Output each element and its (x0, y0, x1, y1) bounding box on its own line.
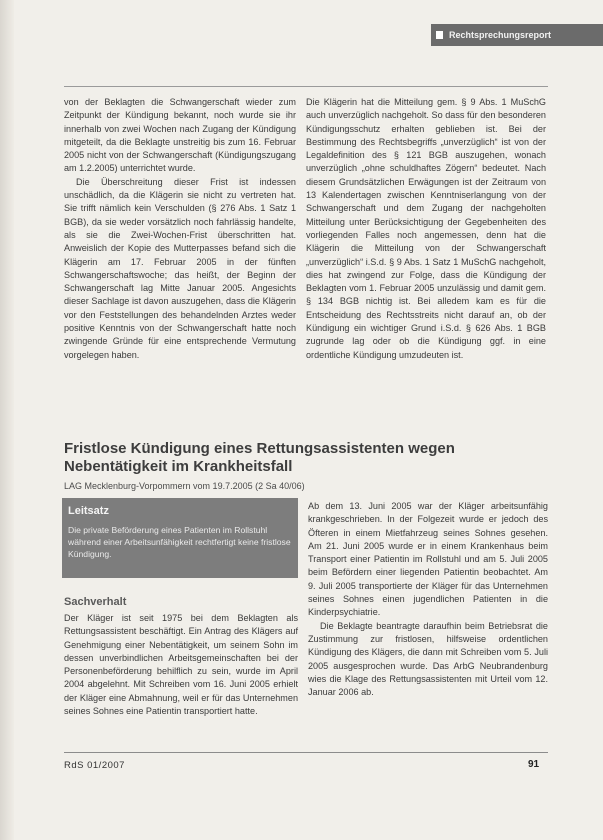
bottom-column-left (64, 612, 298, 718)
paragraph: Ab dem 13. Juni 2005 war der Kläger arbeitsunfähig krankgeschrieben. In der Folgezeit wurde er jedoch des Öfteren in einem Mietfahrzeug seines Sohnes gesehen. Am 21. Juni 2005 wurde er in einem Krankenhaus beim Transport einer Patientin im Rollstuhl und am 5. Juli 2005 beim Befördern einer liegenden Patientin beobachtet. Am 9. Juli 2005 transportierte der Kläger für das Unternehmen seines Sohnes einen jugendlichen Patienten in die Kinderpsychiatrie. (308, 501, 548, 618)
section-header-tab (431, 24, 603, 46)
bottom-column-right (308, 500, 548, 699)
paragraph: Die Klägerin hat die Mitteilung gem. § 9 Abs. 1 MuSchG auch unverzüglich nachgeholt. So dass für den besonderen Kündigungsschutz erhalten geblieben ist. Bei der Bestimmung des Rechtsbegriffs „unverzüglich“ ist von der Legaldefinition des § 121 BGB auszugehen, wonach unverzüglich „ohne schuldhaftes Zögern“ bedeutet. Nach diesem Grundsätzlichen Erwägungen ist der Zeitraum von 13 Kalendertagen zwischen Kenntniserlangung von der Schwangerschaft und dem Zugang der nachgeholten Mitteilung unter Berücksichtigung der Gegebenheiten des vorliegenden Falles noch angemessen, denn hat die Klägerin die Mitteilung von der Schwangerschaft „unverzüglich“ i.S.d. § 9 Abs. 1 Satz 1 MuSchG nachgeholt, dies hat zwingend zur Folge, dass die Kündigung der Beklagten vom 1. Februar 2005 unzulässig und damit gem. § 134 BGB nichtig ist. Bei alledem kam es für die Entscheidung des Rechtsstreits nicht darauf an, ob der Kündigung ein wichtiger Grund i.S.d. § 626 Abs. 1 BGB zugrunde lag oder ob die Kündigung ggf. in eine ordentliche Kündigung umzudeuten ist. (306, 97, 546, 360)
paragraph: von der Beklagten die Schwangerschaft wieder zum Zeitpunkt der Kündigung bekannt, noch wurde sie ihr innerhalb von zwei Wochen nach Zugang der Kündigung mitgeteilt, da die Beklagte unstreitig bis zum 16. Februar 2005 nicht von der Schwangerschaft (Kündigungszugang am 1.2.2005) unterrichtet wurde. (64, 97, 296, 174)
leitsatz-box (62, 498, 298, 578)
leitsatz-title: Leitsatz (68, 505, 109, 517)
top-rule (64, 86, 548, 87)
paragraph: Die Überschreitung dieser Frist ist indessen unschädlich, da die Klägerin sie nicht zu vertreten hat. Sie trifft nämlich kein Verschulden (§ 276 Abs. 1 Satz 1 BGB), da sie weder vorsätzlich noch fahrlässig handelte, als sie die Zwei-Wochen-Frist überschritten hat. Anweislich der Kopie des Mutterpasses befand sich die Klägerin am 17. Februar 2005 in der fünften Schwangerschaftswoche; das heißt, der Beginn der Schwangerschaft lag Mitte Januar 2005. Angesichts dieser Sachlage ist davon auszugehen, dass die Klägerin vor den Feststellungen des behandelnden Arztes weder positive Kenntnis von der Schwangerschaft hatte noch zwingende Gründe für eine entsprechende Vermutung vorgelegen haben. (64, 176, 296, 360)
paragraph: Der Kläger ist seit 1975 bei dem Beklagten als Rettungsassistent beschäftigt. Ein Antrag des Klägers auf Genehmigung einer Nebentätigkeit, um seinem Sohn im dessen unverbindlichen Arbeitsgemeinschaften bei der Personenbeförderung behilflich zu sein, wurde im April 2004 abgelehnt. Mit Schreiben vom 16. Juni 2005 erhielt der Kläger eine Abmahnung, weil er für das Unternehmen seines Sohnes eine Patientin transportiert hatte. (64, 613, 298, 717)
footer-rule (64, 752, 548, 753)
journal-issue: RdS 01/2007 (64, 760, 125, 771)
leitsatz-text: Die private Beförderung eines Patienten im Rollstuhl während einer Arbeitsunfähigkeit rechtfertigt keine fristlose Kündigung. (68, 525, 291, 559)
paragraph: Die Beklagte beantragte daraufhin beim Betriebsrat die Zustimmung zur fristlosen, hilfsweise ordentlichen Kündigung des Klägers, die dann mit Schreiben vom 5. Juli 2005 ausgesprochen wurde. Das ArbG Neubrandenburg wies die Klage des Rettungsassistenten mit Urteil vom 12. Januar 2006 ab. (308, 620, 548, 698)
square-icon (436, 31, 443, 39)
top-column-left (64, 96, 296, 362)
sachverhalt-heading: Sachverhalt (64, 596, 127, 608)
article-title: Fristlose Kündigung eines Rettungsassistenten wegen Nebentätigkeit im Krankheitsfall (64, 440, 455, 475)
page-number: 91 (528, 759, 540, 770)
top-column-right (306, 96, 546, 362)
section-label: Rechtsprechungsreport (449, 30, 552, 40)
article-source: LAG Mecklenburg-Vorpommern vom 19.7.2005 (2 Sa 40/06) (64, 481, 305, 491)
page-edge (0, 0, 14, 840)
